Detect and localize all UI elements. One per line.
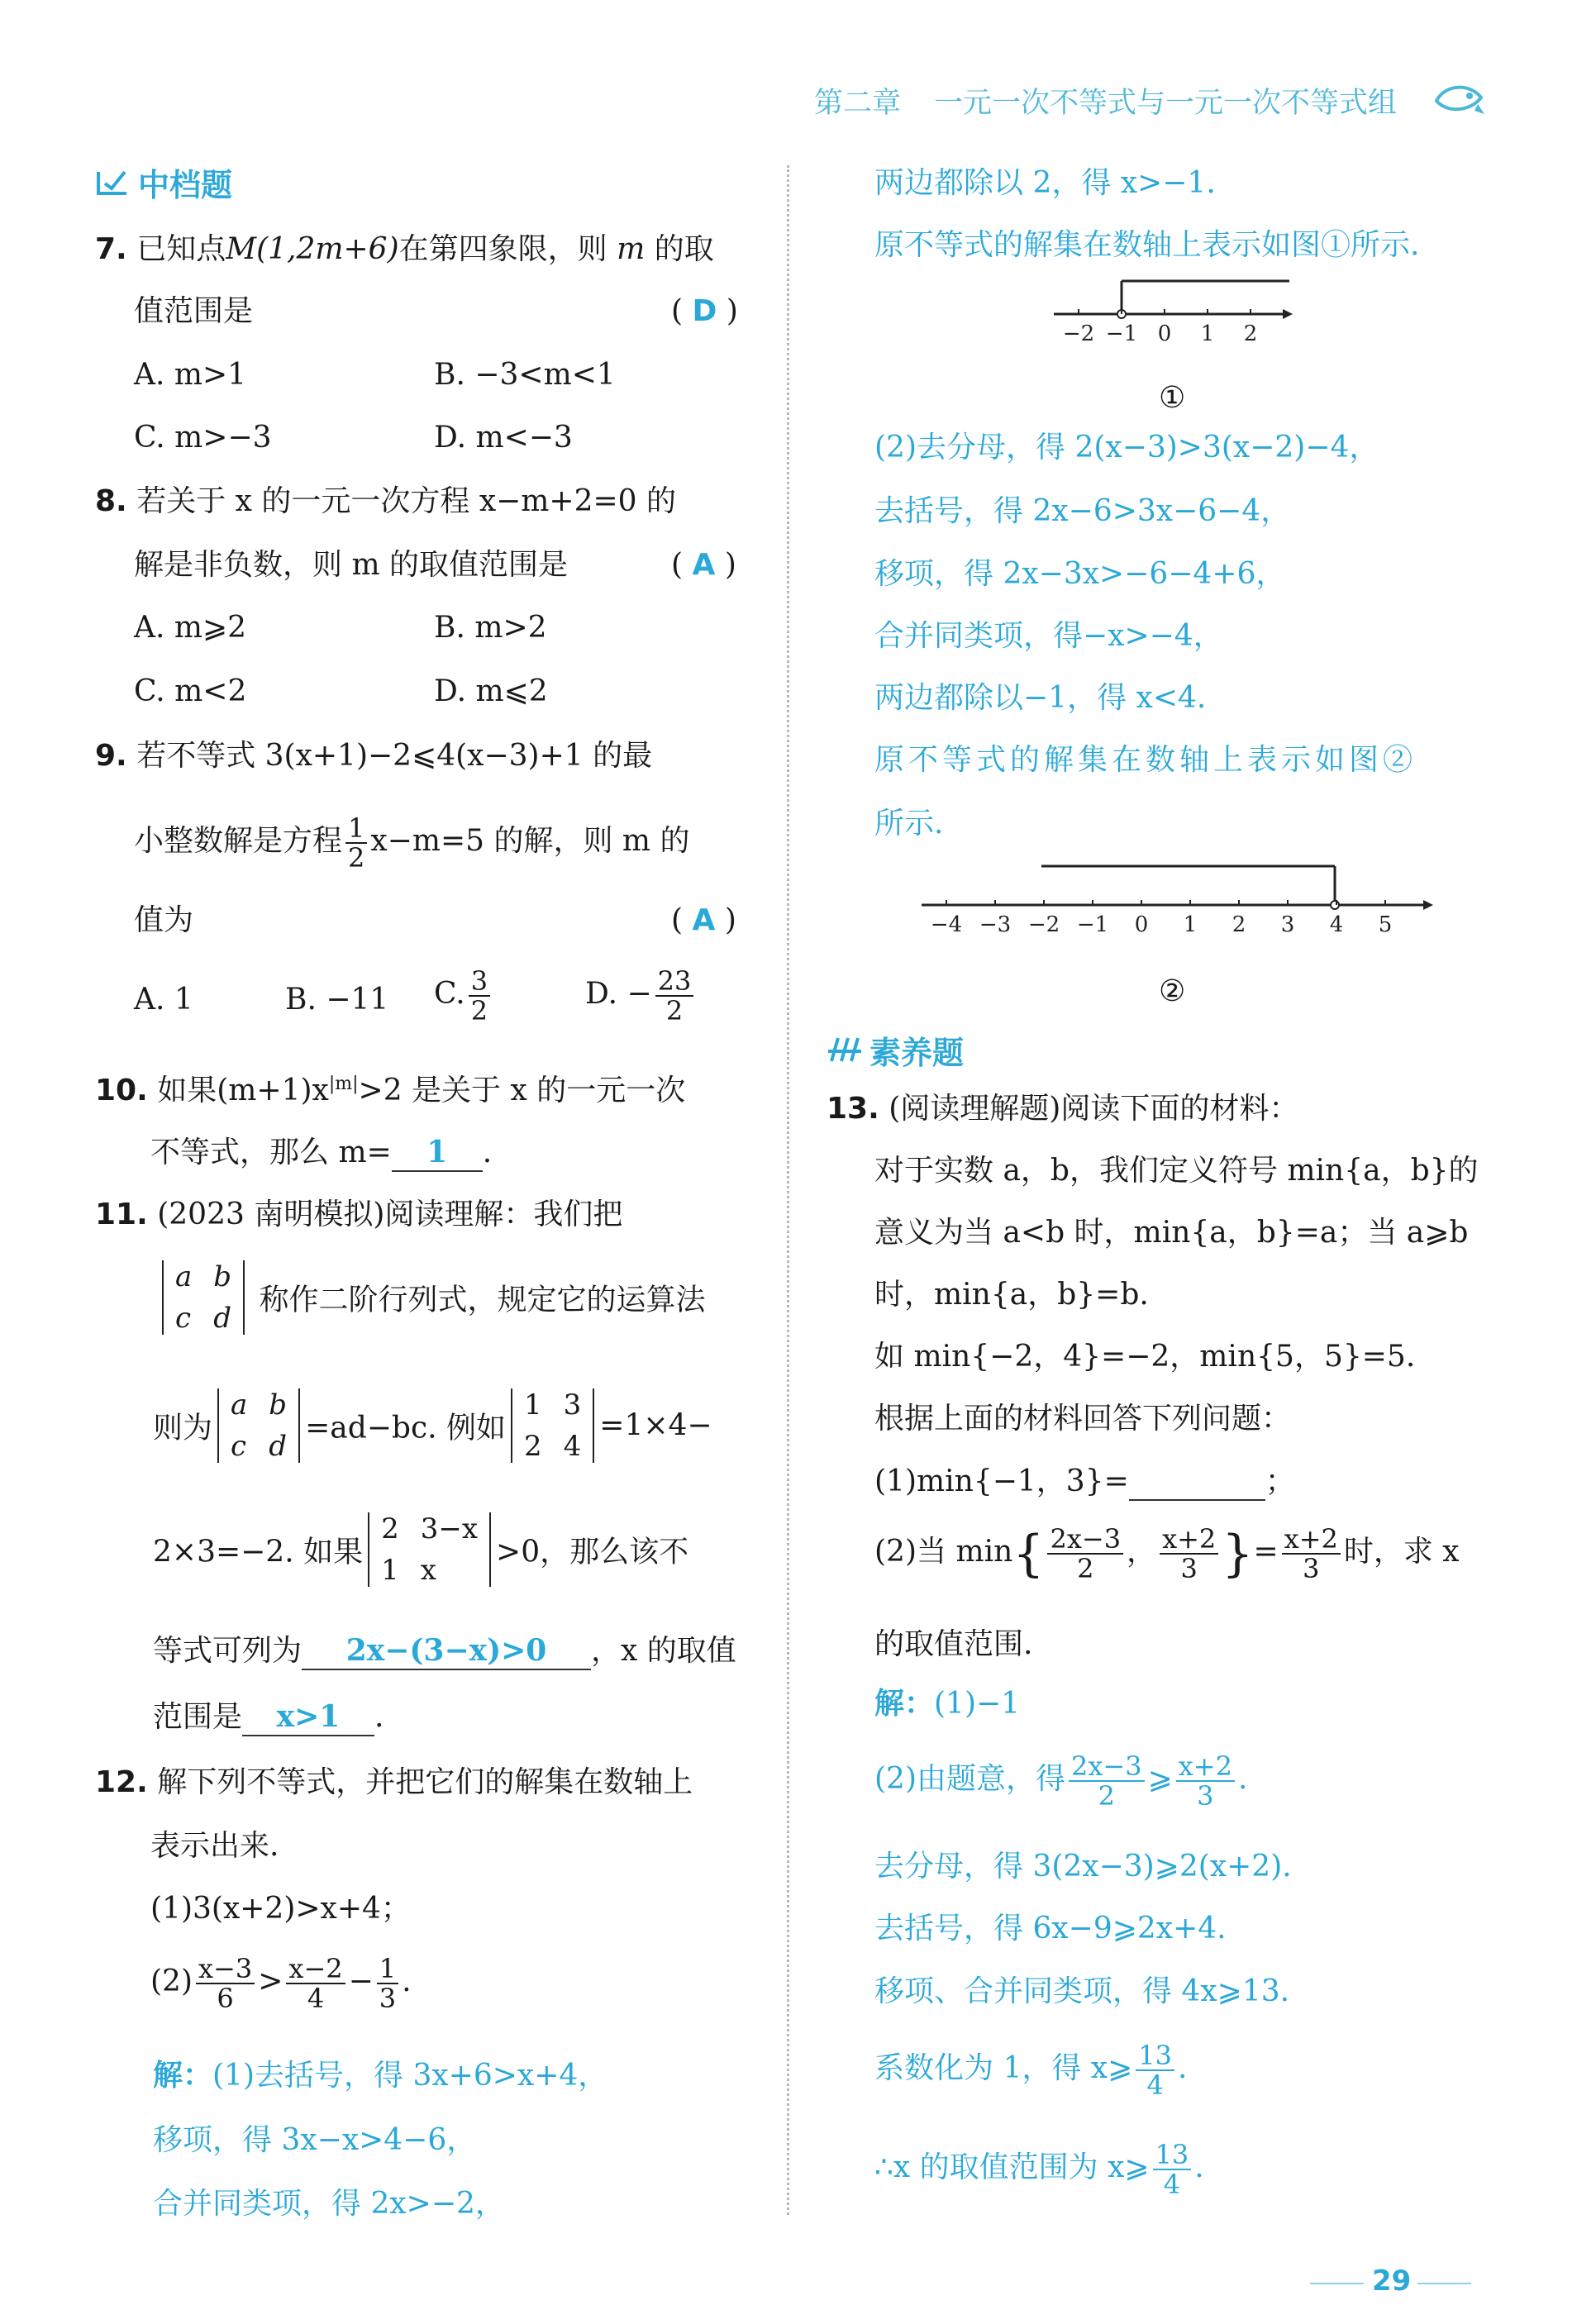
- q13-stem-9: 时，求 x: [1343, 1535, 1460, 1569]
- q7-opt-d: D. m<−3: [434, 421, 573, 455]
- det-cell: x: [420, 1554, 436, 1587]
- punct: ；: [1265, 1464, 1295, 1498]
- q11-answer-1: 2x−(3−x)>0: [302, 1632, 591, 1670]
- chapter-label: 第二章: [814, 87, 902, 120]
- det-cell: c: [175, 1302, 192, 1335]
- axis-arrow: [1283, 309, 1293, 319]
- q13-sol-3: 去分母，得 3(2x−3)⩾2(x+2).: [874, 1850, 1292, 1883]
- det-cell: a: [231, 1388, 248, 1422]
- frac: [1069, 1752, 1145, 1810]
- op: ⩾: [1147, 1762, 1173, 1796]
- q8-opt-c: C. m<2: [134, 674, 247, 708]
- tick-label: −4: [930, 912, 963, 937]
- frac-den: 2: [665, 995, 684, 1026]
- frac-num: x+2: [1176, 1752, 1235, 1782]
- det-cell: d: [213, 1302, 232, 1335]
- frac-den: 3: [1197, 1780, 1214, 1812]
- frac-den: 4: [1146, 2069, 1164, 2101]
- frac-den: 2: [348, 842, 365, 874]
- frac-num: 1: [377, 1955, 398, 1984]
- q9-opt-d: [585, 967, 697, 1025]
- pencil-check-icon: [95, 165, 131, 198]
- det-cell: c: [231, 1430, 247, 1463]
- q12-sol-1: [153, 2058, 607, 2094]
- frac-den: 3: [1180, 1553, 1198, 1584]
- q12-line1: [95, 1764, 693, 1801]
- q11-line5: [153, 1632, 736, 1670]
- fish-logo-icon: [1430, 76, 1488, 126]
- tick-label: −2: [1027, 912, 1060, 937]
- q13-stem: (阅读理解题)阅读下面的材料：: [889, 1092, 1299, 1126]
- q13-sol-5: 移项、合并同类项，得 4x⩾13.: [874, 1974, 1290, 2008]
- frac-num: x−2: [286, 1955, 345, 1984]
- det-cell: 4: [563, 1430, 582, 1463]
- q8-line2: 解是非负数，则 m 的取值范围是: [134, 548, 569, 582]
- q11-stem-2: 称作二阶行列式，规定它的运算法: [259, 1283, 706, 1317]
- det-bar: [489, 1512, 491, 1587]
- q12-sol-2: 移项，得 3x−x>4−6，: [153, 2123, 477, 2157]
- q12-sol2-6: 原不等式的解集在数轴上表示如图②: [874, 743, 1417, 777]
- punct: .: [1194, 2150, 1204, 2184]
- q12-sol-3: 合并同类项，得 2x>−2，: [153, 2187, 505, 2221]
- column-divider: [787, 165, 789, 2215]
- frac-den: 2: [470, 995, 488, 1026]
- q13-stem-8: (2)当 min: [874, 1535, 1013, 1569]
- frac: [1282, 1525, 1341, 1583]
- sol-text: (2)由题意，得: [874, 1762, 1065, 1796]
- q7-stem-4: 值范围是: [134, 294, 254, 328]
- tick-label: 2: [1243, 321, 1258, 346]
- q12-sol2-2: 去括号，得 2x−6>3x−6−4，: [874, 494, 1291, 528]
- q10-exponent: |m|: [328, 1074, 359, 1094]
- fig2-label: ②: [1159, 974, 1186, 1008]
- q8-opt-b: B. m>2: [434, 611, 547, 645]
- q12-part1: (1)3(x+2)>x+4；: [150, 1892, 411, 1926]
- section-title-mid: [95, 157, 232, 207]
- det-cell: 1: [524, 1388, 542, 1422]
- q12-sol2-1: (2)去分母，得 2(x−3)>3(x−2)−4，: [874, 431, 1379, 464]
- optc-frac: [469, 967, 490, 1025]
- frac-num: 1: [345, 814, 367, 844]
- q7-opt-a: A. m>1: [134, 358, 247, 392]
- q11-line2: [157, 1260, 706, 1335]
- q12-line2: 表示出来.: [150, 1829, 279, 1863]
- tick-label: −1: [1105, 321, 1138, 346]
- q12-sol-4: 两边都除以 2，得 x>−1.: [874, 166, 1216, 200]
- frac-num: 2x−3: [1069, 1752, 1145, 1782]
- q10-stem-2: >2 是关于 x 的一元一次: [358, 1074, 686, 1107]
- det-cell: b: [213, 1260, 232, 1293]
- determinant-4: [368, 1512, 491, 1587]
- punct: .: [1237, 1762, 1248, 1796]
- chapter-header: [814, 76, 1488, 126]
- q7-line1: [95, 231, 714, 268]
- frac-num: x−3: [196, 1955, 255, 1984]
- q11-stem-9: ，x 的取值: [591, 1634, 736, 1668]
- q12-sol2-4: 合并同类项，得−x>−4，: [874, 619, 1223, 653]
- determinant-1: [162, 1260, 245, 1335]
- q7-stem-3: 的取: [654, 232, 714, 266]
- brace-left: {: [1012, 1525, 1045, 1583]
- q11-line1: [95, 1197, 622, 1233]
- q11-line3: [153, 1388, 712, 1463]
- frac: [1160, 1525, 1218, 1583]
- op: >: [258, 1964, 283, 1998]
- frac-den: 4: [1163, 2169, 1181, 2200]
- determinant-2: [217, 1388, 300, 1463]
- q12-sol2-7: 所示.: [874, 807, 944, 841]
- q9-line2: [134, 814, 690, 872]
- solution-label: 解：: [874, 1687, 935, 1721]
- bars-icon: [827, 1033, 863, 1066]
- q8-number: 8.: [95, 484, 127, 518]
- fig1-label: ①: [1159, 381, 1186, 415]
- q7-stem: 已知点: [136, 232, 226, 266]
- q11-answer-2: x>1: [242, 1698, 374, 1736]
- q11-stem-8: 等式可列为: [153, 1634, 303, 1668]
- axis-arrow: [1423, 900, 1433, 910]
- op: =: [1253, 1535, 1279, 1569]
- number-line-1: [1050, 273, 1298, 355]
- q9-line1: [95, 738, 652, 774]
- q10-line2: [150, 1134, 492, 1172]
- q11-stem-6: 2×3=−2. 如果: [153, 1535, 364, 1569]
- q12-sol-5: 原不等式的解集在数轴上表示如图①所示.: [874, 228, 1420, 262]
- sol-text: 系数化为 1，得 x⩾: [874, 2051, 1133, 2085]
- q7-answer: ( D ): [671, 294, 738, 328]
- frac: [377, 1955, 398, 2012]
- frac: [196, 1955, 255, 2012]
- punct: .: [402, 1964, 412, 1998]
- frac-num: 3: [469, 967, 490, 997]
- q10-number: 10.: [95, 1074, 148, 1107]
- tick-label: 1: [1200, 321, 1215, 346]
- q10-answer: 1: [392, 1134, 483, 1172]
- determinant-3: [511, 1388, 594, 1463]
- section-title-literacy: [827, 1025, 964, 1074]
- tick-label: 0: [1157, 321, 1172, 346]
- q13-sol-2: [874, 1752, 1247, 1810]
- tick-label: 0: [1134, 912, 1149, 937]
- det-cell: 3: [563, 1388, 582, 1422]
- tick-label: 2: [1232, 912, 1246, 937]
- q13-line2: 对于实数 a，b，我们定义符号 min{a，b}的: [874, 1154, 1479, 1188]
- tick-label: 5: [1378, 912, 1393, 937]
- q9-stem-2: 小整数解是方程: [134, 824, 343, 858]
- q13-line3: 意义为当 a<b 时，min{a，b}=a；当 a⩾b: [874, 1216, 1469, 1250]
- frac-den: 2: [1077, 1553, 1094, 1584]
- sol-text: (1)去括号，得 3x+6>x+4，: [212, 2059, 608, 2093]
- q11-stem-4: =ad−bc. 例如: [305, 1411, 506, 1445]
- punct: .: [482, 1136, 493, 1169]
- q13-sol-6: [874, 2041, 1187, 2099]
- q8-line1: [95, 483, 676, 520]
- q10-stem: 如果(m+1)x: [157, 1074, 329, 1107]
- section-label: 素养题: [869, 1034, 965, 1071]
- tick-label: 1: [1183, 912, 1198, 937]
- q13-number: 13.: [827, 1092, 879, 1126]
- q13-line5: 如 min{−2，4}=−2，min{5，5}=5.: [874, 1340, 1416, 1374]
- tick-label: 3: [1280, 912, 1295, 937]
- det-bar: [243, 1260, 245, 1335]
- q7-opt-b: B. −3<m<1: [434, 358, 616, 392]
- q13-line9: 的取值范围.: [874, 1627, 1033, 1661]
- det-cell: 2: [524, 1430, 542, 1463]
- q12-part2: [150, 1955, 412, 2012]
- q7-var: m: [617, 232, 646, 266]
- frac-num: 23: [655, 967, 694, 997]
- frac: [1047, 1525, 1123, 1583]
- q12-sol2-5: 两边都除以−1，得 x<4.: [874, 681, 1207, 715]
- q12-number: 12.: [95, 1765, 148, 1799]
- page-number-rule-right: [1417, 2283, 1471, 2284]
- det-bar: [593, 1388, 594, 1463]
- q13-blank: [1129, 1463, 1265, 1501]
- chapter-title: 一元一次不等式与一元一次不等式组: [934, 87, 1398, 120]
- frac: [1153, 2141, 1192, 2198]
- q10-line1: [95, 1066, 685, 1109]
- det-bar: [298, 1388, 300, 1463]
- det-cell: b: [269, 1388, 288, 1422]
- q12-sol2-3: 移项，得 2x−3x>−6−4+6，: [874, 557, 1286, 591]
- tick-label: −3: [979, 912, 1012, 937]
- open-point: [1331, 901, 1339, 909]
- det-cell: 1: [381, 1554, 399, 1587]
- frac-num: x+2: [1160, 1525, 1218, 1555]
- q9-stem: 若不等式 3(x+1)−2⩽4(x−3)+1 的最: [136, 739, 653, 773]
- det-cell: a: [175, 1260, 193, 1293]
- q9-answer-letter: A: [692, 903, 716, 937]
- frac: [1136, 2041, 1174, 2099]
- punct: .: [1177, 2051, 1188, 2085]
- frac-den: 2: [1098, 1780, 1115, 1812]
- q11-line6: [153, 1698, 384, 1736]
- q11-stem-5: =1×4−: [599, 1408, 712, 1443]
- q8-stem: 若关于 x 的一元一次方程 x−m+2=0 的: [136, 484, 677, 518]
- q11-stem: (2023 南明模拟)阅读理解：我们把: [157, 1198, 623, 1231]
- frac-den: 6: [217, 1983, 234, 2014]
- tick-label: 4: [1329, 912, 1344, 937]
- solution-label: 解：: [153, 2059, 213, 2093]
- q8-opt-a: A. m⩾2: [134, 611, 247, 645]
- q11-line4: [153, 1512, 688, 1587]
- q9-stem-3: x−m=5 的解，则 m 的: [370, 824, 690, 858]
- page-number-rule-left: [1310, 2283, 1364, 2284]
- frac-den: 3: [379, 1983, 397, 2014]
- q9-number: 9.: [95, 739, 127, 773]
- q13-sol-1: [874, 1686, 1020, 1722]
- q13-line1: [827, 1091, 1298, 1127]
- frac-num: 13: [1136, 2041, 1174, 2071]
- frac: [1176, 1752, 1235, 1810]
- frac-num: 2x−3: [1047, 1525, 1123, 1555]
- q9-line3: 值为: [134, 903, 194, 937]
- q7-stem-2: 在第四象限，则: [398, 232, 607, 266]
- page-number: 29: [1372, 2264, 1412, 2298]
- brace-right: }: [1222, 1525, 1254, 1583]
- q13-line6: 根据上面的材料回答下列问题：: [874, 1402, 1292, 1436]
- q11-stem-10: 范围是: [153, 1700, 243, 1734]
- det-cell: 2: [381, 1512, 399, 1545]
- q9-opt-a: A. 1: [134, 983, 193, 1017]
- q9-answer: ( A ): [671, 903, 736, 937]
- op: −: [348, 1964, 374, 1998]
- q13-line7: [874, 1463, 1295, 1501]
- q8-answer: ( A ): [671, 548, 736, 582]
- q13-line8: [874, 1525, 1460, 1583]
- frac-num: 13: [1153, 2141, 1192, 2170]
- q7-point: M(1,2m+6): [226, 232, 399, 266]
- frac-num: x+2: [1282, 1525, 1341, 1555]
- q10-stem-3: 不等式，那么 m=: [150, 1136, 392, 1169]
- opt-label: C.: [434, 977, 465, 1011]
- q7-number: 7.: [95, 232, 127, 266]
- frac: [286, 1955, 345, 2012]
- q9-opt-c: [434, 967, 493, 1025]
- q13-sol-4: 去括号，得 6x−9⩾2x+4.: [874, 1912, 1227, 1945]
- q11-stem-7: >0，那么该不: [496, 1535, 689, 1569]
- q8-answer-letter: A: [692, 548, 716, 582]
- opt-label: D. −: [585, 977, 652, 1011]
- tick-label: −1: [1076, 912, 1109, 937]
- frac-den: 4: [307, 1983, 325, 2014]
- sol-text: ∴x 的取值范围为 x⩾: [874, 2150, 1150, 2184]
- q13-sol-7: [874, 2141, 1204, 2198]
- punct: ，: [1127, 1535, 1157, 1569]
- q11-stem-3: 则为: [153, 1411, 213, 1445]
- tick-label: −2: [1062, 321, 1095, 346]
- q9-opt-b: B. −11: [285, 983, 389, 1017]
- q13-line4: 时，min{a，b}=b.: [874, 1278, 1149, 1312]
- q12-stem: 解下列不等式，并把它们的解集在数轴上: [157, 1765, 693, 1799]
- q8-opt-d: D. m⩽2: [434, 674, 548, 708]
- number-line-2: [917, 851, 1438, 950]
- q7-line2: [134, 293, 253, 330]
- optd-frac: [655, 967, 694, 1025]
- part-label: (2): [150, 1964, 193, 1998]
- punct: .: [374, 1700, 384, 1734]
- det-cell: d: [269, 1430, 288, 1463]
- q9-fraction: [345, 814, 367, 872]
- q7-answer-letter: D: [692, 294, 717, 328]
- q7-opt-c: C. m>−3: [134, 421, 272, 455]
- frac-den: 3: [1303, 1553, 1320, 1584]
- q11-number: 11.: [95, 1198, 148, 1231]
- sol-text: (1)−1: [934, 1687, 1021, 1721]
- q13-stem-7: (1)min{−1，3}=: [874, 1464, 1129, 1498]
- det-cell: 3−x: [420, 1512, 479, 1545]
- section-label: 中档题: [138, 166, 233, 203]
